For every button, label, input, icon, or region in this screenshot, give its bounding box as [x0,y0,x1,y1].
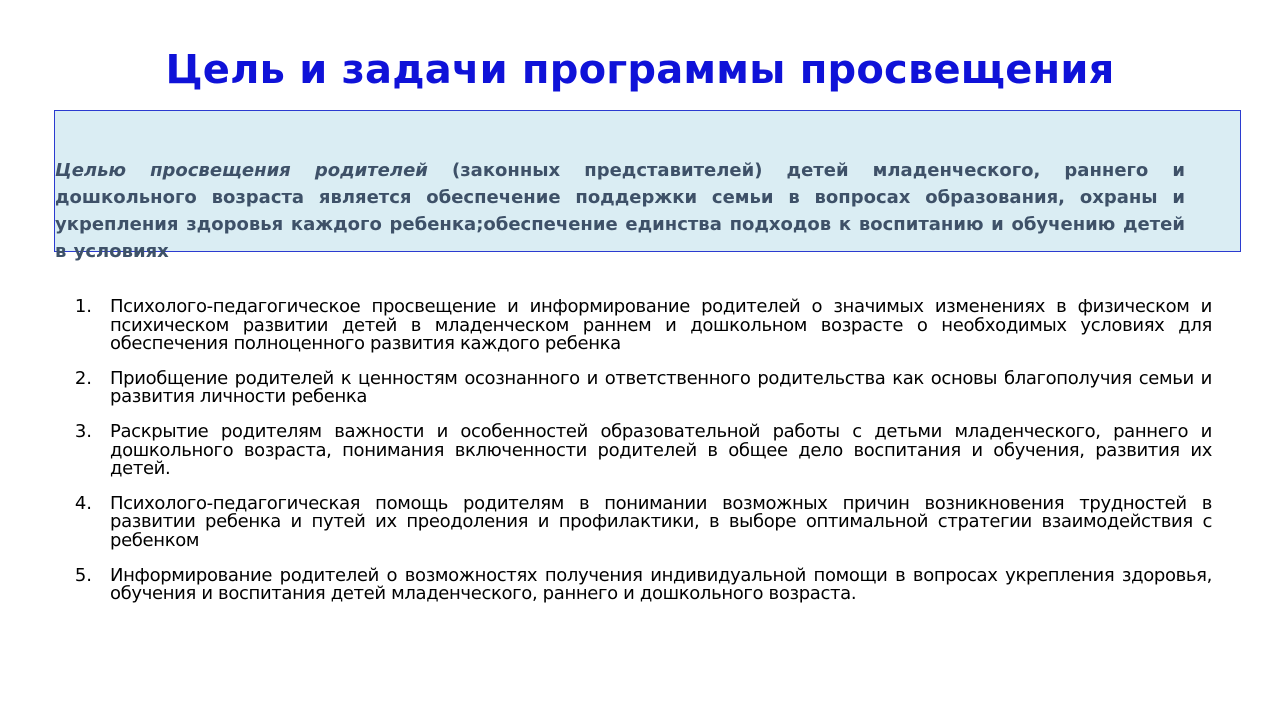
tasks-list [62,298,1212,620]
list-item [62,492,1212,551]
goal-box [54,110,1241,262]
goal-text [55,157,1185,265]
list-item-text: Приобщение родителей к ценностям осознанного и ответственного родительства как основы благополучия семьи и развития личности ребенка [110,367,1212,408]
list-item-number: 4. [74,492,92,514]
list-item [62,420,1212,480]
list-item-text: Психолого-педагогическая помощь родителям в понимании возможных причин возникновения трудностей в развитии ребенка и путей их преодоления и профилактики, в выборе оптимальной стратегии взаимодействия с ребенком [110,492,1212,551]
list-item-number: 2. [74,367,92,389]
goal-body: (законных представителей) детей младенческого, раннего и дошкольного возраста является обеспечение поддержки семьи в вопросах образования, охраны и укрепления здоровья каждого ребенка;обеспечение единства подходов к воспитанию и обучению детей в условиях [55,160,1186,262]
list-item [62,564,1212,605]
list-item-text: Информирование родителей о возможностях получения индивидуальной помощи в вопросах укрепления здоровья, обучения и воспитания детей младенческого, раннего и дошкольного возраста. [110,564,1212,605]
list-item-number: 5. [74,564,92,586]
list-item-text: Психолого-педагогическое просвещение и информирование родителей о значимых изменениях в физическом и психическом развитии детей в младенческом раннем и дошкольном возрасте о необходимых условиях для обеспечения полноценного развития каждого ребенка [110,296,1212,355]
list-item-number: 1. [74,296,92,317]
list-item-number: 3. [74,420,92,442]
list-item-text: Раскрытие родителям важности и особенностей образовательной работы с детьми младенческого, раннего и дошкольного возраста, понимания включенности родителей в общее дело воспитания и обучения, развития их детей. [110,420,1212,480]
goal-emphasis: Целью просвещения родителей [55,160,428,181]
list-item [62,367,1212,408]
slide-title: Цель и задачи программы просвещения [165,46,1115,93]
list-item [62,298,1212,354]
